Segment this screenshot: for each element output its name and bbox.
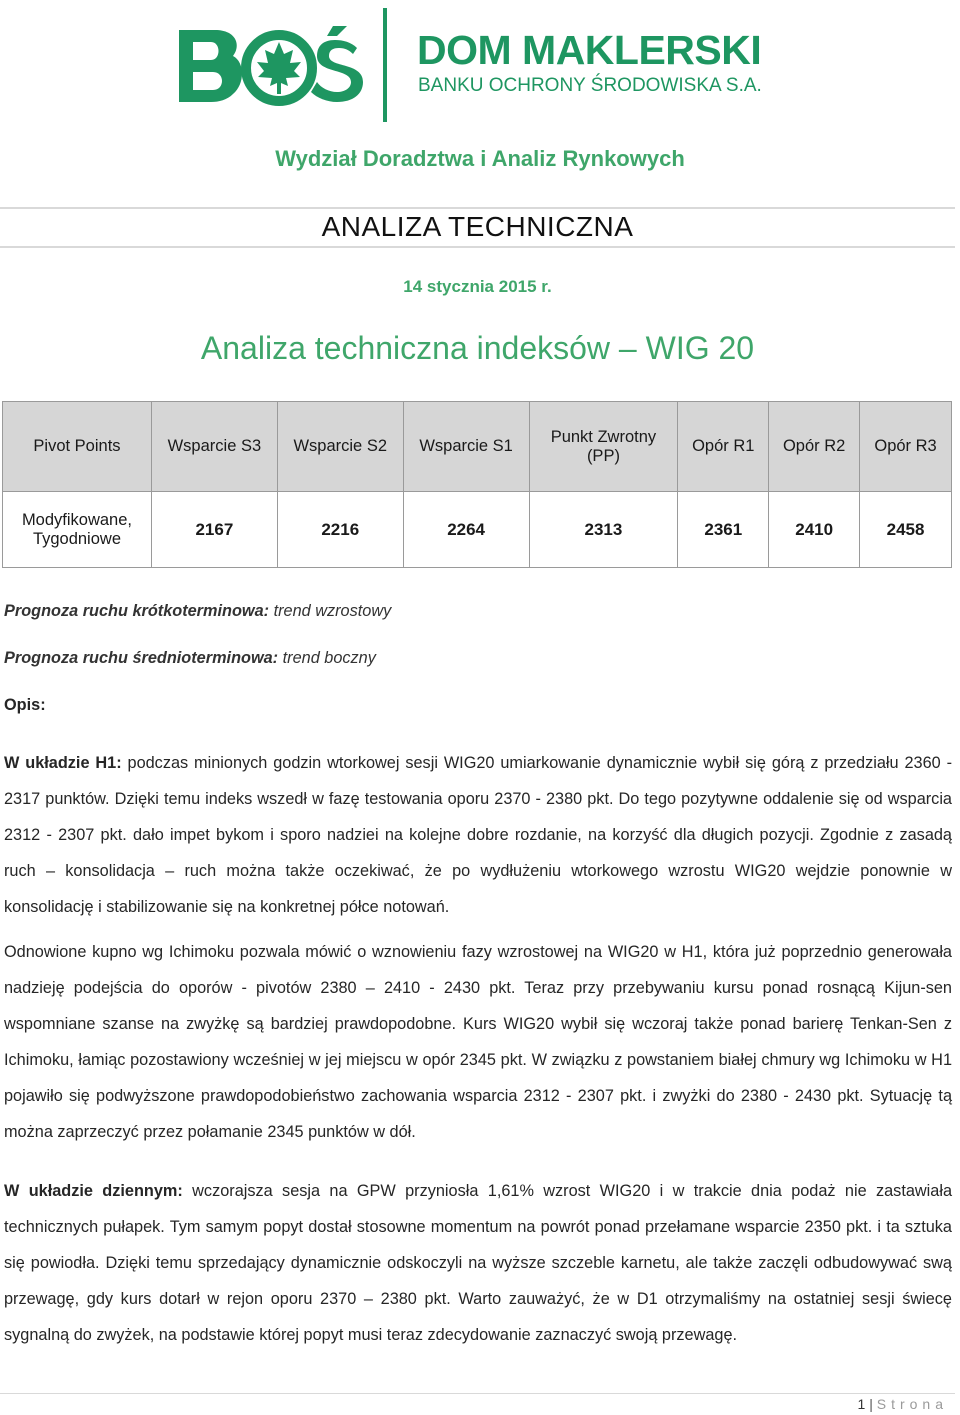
pivot-points-table xyxy=(2,401,952,568)
page-number: 1 xyxy=(857,1396,866,1412)
report-date: 14 stycznia 2015 r. xyxy=(403,277,552,296)
h1-label: W układzie H1: xyxy=(4,754,122,772)
table-header-cell: Opór R1 xyxy=(678,402,769,492)
logo xyxy=(175,4,795,122)
logo-divider xyxy=(383,8,387,122)
document-title: ANALIZA TECHNICZNA xyxy=(321,211,634,242)
short-term-forecast-label: Prognoza ruchu krótkoterminowa: xyxy=(4,602,270,620)
d1-text: wczorajsza sesja na GPW przyniosła 1,61% wzrost WIG20 i w trakcie dnia podaż nie zastawiała technicznych pułapek. Tym samym popyt dostał stosowne momentum na powrót ponad przełamane wsparcie 2350 pkt. i ta sztuka się powiodła. Dzięki temu sprzedający dynamicznie odskoczyli na wyższe szczeble karnetu, ale także zaczęli odbudowywać swą przewagę, gdy kurs dotarł w rejon oporu 2370 – 2380 pkt. Warto zauważyć, że w D1 otrzymaliśmy na ostatniej sesji świecę sygnalną do zwyżek, na podstawie której popyt musi teraz zdecydowanie zaznaczyć swoją przewagę. xyxy=(4,1182,952,1344)
mid-term-forecast-label: Prognoza ruchu średnioterminowa: xyxy=(4,649,279,667)
h1-text: podczas minionych godzin wtorkowej sesji WIG20 umiarkowanie dynamicznie wybił się górą z przedziału 2360 - 2317 punktów. Dzięki temu indeks wszedł w fazę testowania oporu 2370 - 2380 pkt. Do tego pozytywne oddalenie się od wsparcia 2312 - 2307 pkt. dało impet bykom i sporo nadziei na kolejne dobre rozdanie, na korzyść dla długich pozycji. Zgodnie z zasadą ruch – konsolidacja – ruch można także oczekiwać, że po wydłużeniu wtorkowego wzrostu WIG20 wejdzie ponownie w konsolidację i stabilizowanie się na konkretnej półce notowań. xyxy=(4,754,952,916)
h1-analysis-paragraph xyxy=(4,745,952,925)
table-header-cell: Wsparcie S3 xyxy=(151,402,277,492)
d1-label: W układzie dziennym: xyxy=(4,1182,183,1200)
table-cell: 2458 xyxy=(860,492,952,568)
table-cell: 2264 xyxy=(403,492,529,568)
short-term-forecast xyxy=(4,602,952,621)
table-cell: 2167 xyxy=(151,492,277,568)
table-row-label: Modyfikowane, Tygodniowe xyxy=(3,492,152,568)
table-cell: 2313 xyxy=(529,492,678,568)
table-header-cell: Opór R3 xyxy=(860,402,952,492)
mid-term-forecast xyxy=(4,649,952,668)
table-row xyxy=(3,492,952,568)
logo-title: DOM MAKLERSKI xyxy=(417,27,762,73)
footer-separator: | xyxy=(865,1396,877,1412)
table-header-cell: Wsparcie S2 xyxy=(277,402,403,492)
maple-leaf-icon xyxy=(257,42,301,94)
page-footer xyxy=(858,1396,948,1412)
divider-top xyxy=(0,207,955,209)
table-header-row xyxy=(3,402,952,492)
footer-divider xyxy=(0,1393,955,1394)
main-title: Analiza techniczna indeksów – WIG 20 xyxy=(200,330,755,366)
table-header-cell: Pivot Points xyxy=(3,402,152,492)
bos-logo-mark xyxy=(175,26,365,116)
short-term-forecast-value: trend wzrostowy xyxy=(269,602,392,620)
divider-bottom xyxy=(0,246,955,248)
table-cell: 2216 xyxy=(277,492,403,568)
table-cell: 2410 xyxy=(769,492,860,568)
table-header-cell: Punkt Zwrotny (PP) xyxy=(529,402,678,492)
page-label: Strona xyxy=(876,1396,948,1412)
table-header-cell: Opór R2 xyxy=(769,402,860,492)
table-cell: 2361 xyxy=(678,492,769,568)
logo-subtitle: BANKU OCHRONY ŚRODOWISKA S.A. xyxy=(418,75,762,96)
table-header-cell: Wsparcie S1 xyxy=(403,402,529,492)
description-label: Opis: xyxy=(4,696,46,714)
ichimoku-paragraph: Odnowione kupno wg Ichimoku pozwala mówić o wznowieniu fazy wzrostowej na WIG20 w H1, która już poprzednio generowała nadzieję podejścia do oporów - pivotów 2380 – 2410 - 2430 pkt. Teraz przy przebywaniu kursu ponad rosnącą Kijun-sen wspomniane szanse na zwyżkę są bardziej prawdopodobne. Kurs WIG20 wybił się wczoraj także ponad barierę Tenkan-Sen z Ichimoku, łamiąc pozostawiony wcześniej w jej miejscu w opór 2345 pkt. W związku z powstaniem białej chmury wg Ichimoku w H1 pojawiło się podwyższone prawdopodobieństwo zachowania wsparcia 2312 - 2307 pkt. i zwyżki do 2380 - 2430 pkt. Sytuację tą można zaprzeczyć przez połamanie 2345 punktów w dół. xyxy=(4,943,952,1141)
department-heading: Wydział Doradztwa i Analiz Rynkowych xyxy=(275,146,685,171)
daily-analysis-paragraph xyxy=(4,1173,952,1353)
mid-term-forecast-value: trend boczny xyxy=(278,649,376,667)
